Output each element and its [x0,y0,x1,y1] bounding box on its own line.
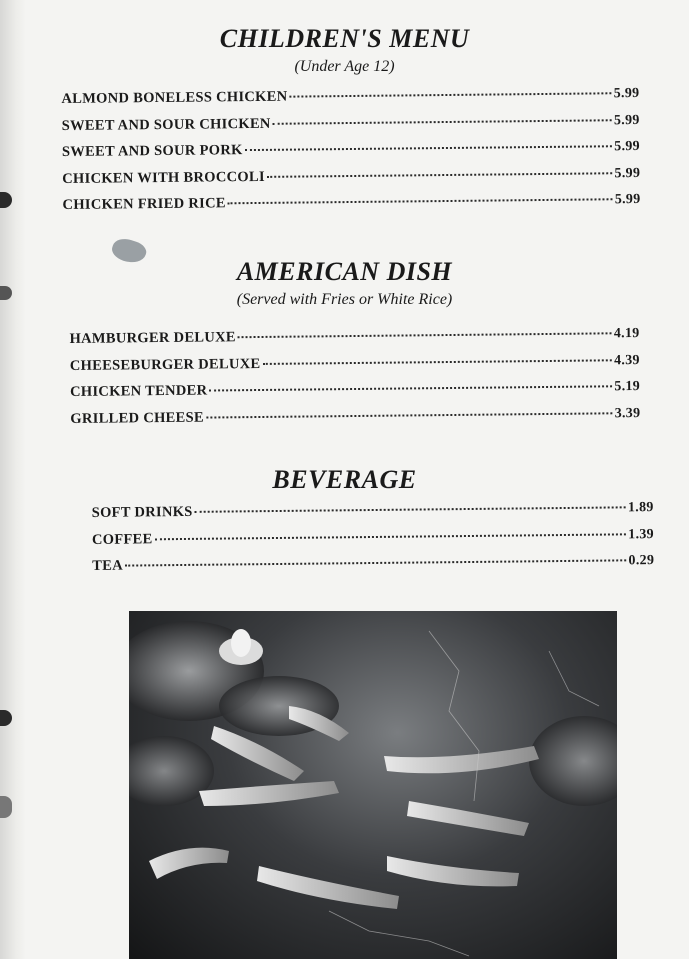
menu-item [92,552,654,584]
menu-item-name: GRILLED CHEESE [70,409,205,427]
dot-leader [209,385,612,391]
american-dish-list [69,325,640,437]
dot-leader [267,172,613,178]
menu-item-price: 5.99 [614,165,641,181]
koi-fish [407,801,529,836]
american-dish-title: AMERICAN DISH [236,257,453,286]
menu-item-name: ALMOND BONELESS CHICKEN [61,88,288,108]
menu-item-price: 1.89 [627,500,654,516]
koi-fish [387,856,519,886]
menu-item-name: HAMBURGER DELUXE [69,329,236,347]
dot-leader [245,145,613,151]
koi-fish-illustration [129,611,617,959]
beverage-title: BEVERAGE [272,465,417,494]
dot-leader [228,198,613,204]
lily-pad [529,716,617,806]
menu-item-price: 5.19 [614,379,641,395]
menu-item-price: 5.99 [613,85,640,102]
menu-item-name: TEA [92,557,124,574]
menu-item-name: COFFEE [91,530,153,548]
menu-item-price: 0.29 [628,553,655,569]
koi-fish [149,848,229,879]
menu-item-name: SOFT DRINKS [91,503,193,521]
menu-item-name: CHICKEN WITH BROCCOLI [62,168,265,187]
childrens-menu-list [61,85,640,224]
koi-fish [199,781,339,806]
dot-leader [262,359,612,365]
dot-leader [273,119,612,125]
koi-fish-group [149,706,539,909]
menu-item-price: 3.39 [614,405,641,421]
menu-item [70,405,640,437]
dot-leader [125,559,627,566]
menu-item-name: SWEET AND SOUR CHICKEN [61,115,271,134]
koi-fish [257,866,399,909]
menu-item [62,191,640,224]
menu-item-price: 5.99 [614,138,641,155]
koi-fish-painting [129,611,617,959]
menu-item-price: 1.39 [628,526,655,542]
dot-leader [238,332,612,338]
menu-item-price: 5.99 [614,191,641,208]
menu-item-name: CHEESEBURGER DELUXE [69,355,261,374]
menu-item-name: CHICKEN TENDER [70,382,208,400]
american-dish-subtitle: (Served with Fries or White Rice) [236,291,453,308]
menu-item-name: SWEET AND SOUR PORK [61,142,243,161]
menu-item-price: 5.99 [613,112,640,128]
menu-item-price: 4.19 [613,326,640,342]
dot-leader [155,533,627,540]
dot-leader [195,506,626,513]
dot-leader [289,92,611,97]
menu-item-name: CHICKEN FRIED RICE [62,195,226,214]
menu-item-price: 4.39 [614,352,640,368]
childrens-menu-title: CHILDREN'S MENU [219,24,470,53]
binder-hole [0,796,12,818]
koi-fish [384,746,539,773]
dot-leader [206,412,613,418]
childrens-menu-subtitle: (Under Age 12) [294,58,395,75]
beverage-list [92,499,655,584]
